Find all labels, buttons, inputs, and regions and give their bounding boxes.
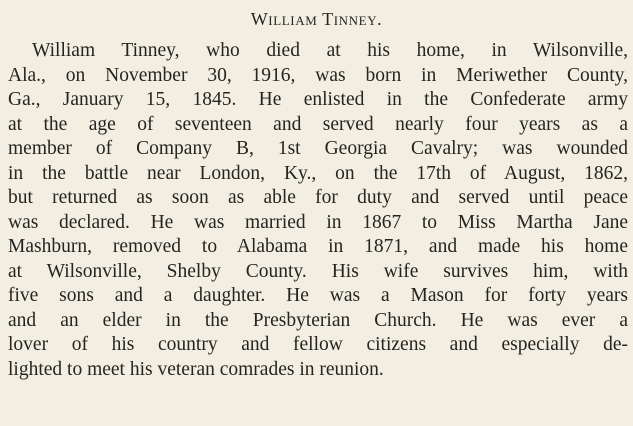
text-line: five sons and a daughter. He was a Mason for forty years (8, 285, 628, 306)
text-line: William Tinney, who died at his home, in Wilsonville, (32, 40, 628, 61)
article-body (8, 39, 628, 382)
text-line: lover of his country and fellow citizens and especially de- (8, 334, 628, 355)
text-line: Ala., on November 30, 1916, was born in Meriwether County, (8, 64, 628, 86)
text-line: in the battle near London, Ky., on the 17th of August, 1862, (8, 162, 628, 184)
text-line: lighted to meet his veteran comrades in reunion. (8, 358, 384, 380)
text-line: and an elder in the Presbyterian Church. He was ever a (8, 309, 628, 331)
text-line: at Wilsonville, Shelby County. His wife survives him, with (8, 260, 628, 282)
text-line: but returned as soon as able for duty and served until peace (8, 187, 628, 208)
text-line: was declared. He was married in 1867 to Miss Martha Jane (8, 211, 628, 233)
text-line: Ga., January 15, 1845. He enlisted in the Confederate army (8, 89, 628, 110)
text-line: member of Company B, 1st Georgia Cavalry; was wounded (8, 138, 628, 159)
text-line: Mashburn, removed to Alabama in 1871, and made his home (8, 236, 628, 257)
text-line: at the age of seventeen and served nearly four years as a (8, 113, 628, 135)
article-title: William Tinney. (250, 9, 383, 29)
